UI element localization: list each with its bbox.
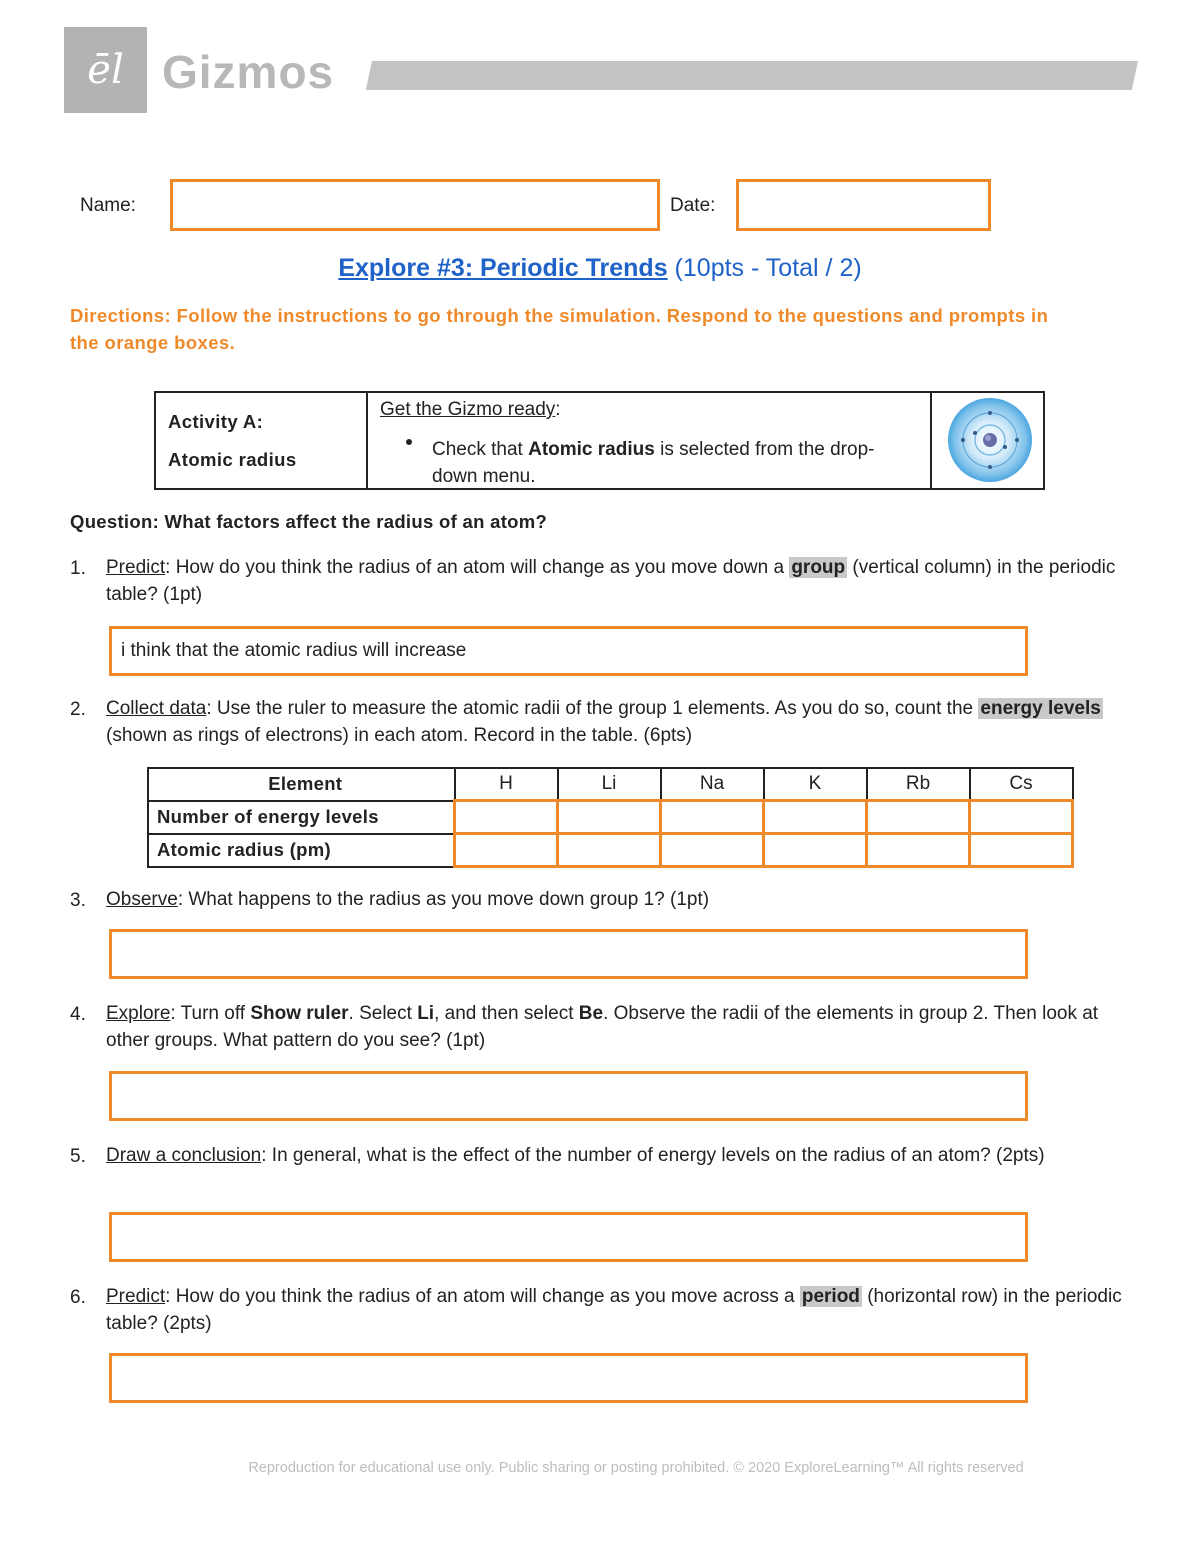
atomic-radius-cell[interactable] [867,834,970,867]
date-label: Date: [670,195,716,216]
gizmo-ready-colon: : [555,399,561,420]
item-6-post: (horizontal row) in the periodic table? (2pts) [106,1286,1122,1334]
check-post: is selected from the drop-down menu. [432,439,875,487]
item-1-highlight: group [791,557,846,578]
energy-levels-cell[interactable] [970,801,1073,834]
answer-box-1[interactable] [109,626,1028,676]
item-3-label: Observe [106,889,178,910]
item-4-t1: : Turn off [170,1003,251,1024]
energy-levels-cell[interactable] [558,801,661,834]
answer-1-text: i think that the atomic radius will increase [121,640,467,661]
item-6-text [106,1283,1136,1337]
answer-box-3[interactable] [109,929,1028,979]
item-4-label: Explore [106,1003,171,1024]
element-header-cell: Rb [867,768,970,801]
element-header-cell: Li [558,768,661,801]
item-6-label: Predict [106,1286,166,1307]
atomic-radius-cell[interactable] [764,834,867,867]
activity-label: Activity A: [168,411,264,432]
item-4-t3: , and then select [434,1003,579,1024]
item-number: 5. [70,1146,86,1167]
item-2-post: (shown as rings of electrons) in each atom. Record in the table. (6pts) [106,725,693,746]
name-label: Name: [80,195,136,216]
bullet-icon [406,439,412,445]
answer-box-5[interactable] [109,1212,1028,1262]
item-2-text [106,695,1136,749]
activity-table [154,391,1045,490]
row-header-element: Element [148,768,455,801]
question-heading: Question: What factors affect the radius of an atom? [70,511,548,532]
check-instruction [432,436,912,490]
table-row [148,801,1073,834]
item-4-b3: Be [578,1003,604,1024]
atom-image-cell [932,393,1043,488]
page-title [0,252,1200,284]
item-1-text [106,554,1136,608]
activity-name: Atomic radius [168,449,297,470]
element-header-cell: Cs [970,768,1073,801]
atomic-radius-cell[interactable] [455,834,558,867]
header-bar [366,61,1138,90]
gizmo-ready-heading [380,399,561,421]
item-number: 1. [70,558,86,579]
logo-badge [64,27,147,113]
brand-name: Gizmos [162,46,335,98]
directions-text: Directions: Follow the instructions to go through the simulation. Respond to the questions and prompts in the orange boxes. [70,305,1049,353]
activity-label-cell [156,393,368,488]
answer-box-4[interactable] [109,1071,1028,1121]
item-number: 6. [70,1287,86,1308]
item-4-b2: Li [417,1003,435,1024]
item-4-text [106,1000,1136,1054]
item-1-label: Predict [106,557,166,578]
answer-box-6[interactable] [109,1353,1028,1403]
footer-text: Reproduction for educational use only. Public sharing or posting prohibited. © 2020 ExploreLearning™ All rights reserved [248,1460,1024,1476]
check-pre: Check that [432,439,529,460]
row-header-energy-levels: Number of energy levels [148,801,455,834]
activity-instructions-cell [368,393,932,488]
atomic-radius-cell[interactable] [661,834,764,867]
logo-icon: ēl [87,47,124,93]
item-number: 2. [70,699,86,720]
item-5-text [106,1142,1136,1169]
item-4-b1: Show ruler [250,1003,349,1024]
item-number: 3. [70,890,86,911]
title-sub: (10pts - Total / 2) [667,254,862,282]
energy-levels-cell[interactable] [661,801,764,834]
item-5-label: Draw a conclusion [106,1145,262,1166]
atomic-radius-cell[interactable] [970,834,1073,867]
item-3-body: : What happens to the radius as you move down group 1? (1pt) [177,889,710,910]
check-bold: Atomic radius [528,439,655,460]
item-1-pre: : How do you think the radius of an atom will change as you move down a [165,557,790,578]
row-header-atomic-radius: Atomic radius (pm) [148,834,455,867]
gizmo-ready-text: Get the Gizmo ready [380,399,556,420]
element-header-cell: Na [661,768,764,801]
title-main: Explore #3: Periodic Trends [338,254,668,282]
item-2-label: Collect data [106,698,207,719]
element-header-cell: K [764,768,867,801]
energy-levels-cell[interactable] [455,801,558,834]
item-6-highlight: period [801,1286,860,1307]
item-5-body: : In general, what is the effect of the number of energy levels on the radius of an atom? (2pts) [261,1145,1045,1166]
item-2-pre: : Use the ruler to measure the atomic radii of the group 1 elements. As you do so, count the [206,698,979,719]
item-number: 4. [70,1004,86,1025]
energy-levels-cell[interactable] [867,801,970,834]
energy-levels-cell[interactable] [764,801,867,834]
table-row [148,768,1073,801]
item-4-t2: . Select [348,1003,418,1024]
data-table [147,767,1074,868]
item-4-t4: . Observe the radii of the elements in group 2. Then look at other groups. What pattern do you see? (1pt) [106,1003,1099,1051]
item-3-text [106,886,1136,913]
item-2-highlight: energy levels [980,698,1101,719]
item-6-pre: : How do you think the radius of an atom will change as you move across a [165,1286,800,1307]
item-1-post: (vertical column) in the periodic table? (1pt) [106,557,1116,605]
date-field[interactable] [736,179,991,231]
table-row [148,834,1073,867]
element-header-cell: H [455,768,558,801]
name-field[interactable] [170,179,660,231]
atomic-radius-cell[interactable] [558,834,661,867]
atom-icon [932,393,1043,488]
